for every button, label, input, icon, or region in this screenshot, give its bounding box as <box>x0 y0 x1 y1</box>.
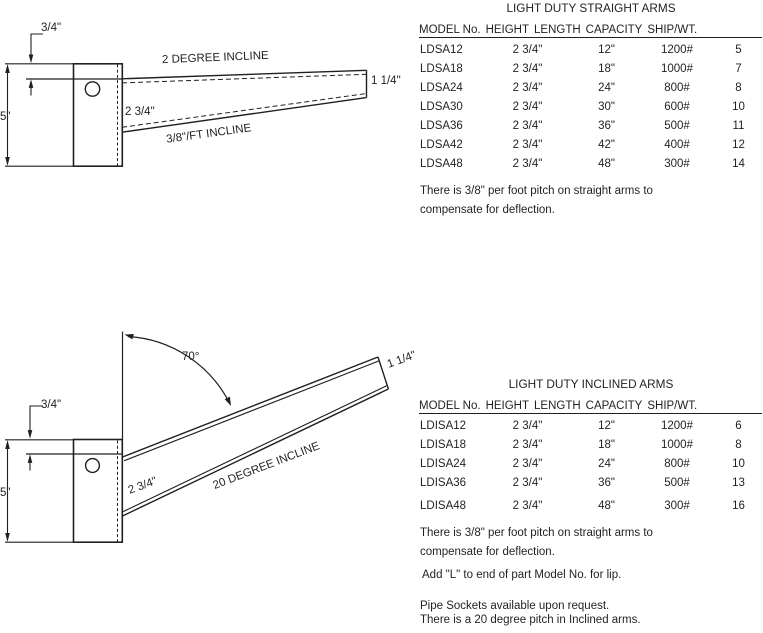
length-value: 18" <box>598 63 615 75</box>
shipwt-value: 7 <box>735 63 742 75</box>
col-header-length: LENGTH <box>534 24 581 36</box>
height-value: 2 3/4" <box>512 458 543 470</box>
table-row <box>419 60 763 79</box>
table-row <box>419 436 763 455</box>
model-no: LDISA18 <box>420 439 467 451</box>
height-value: 2 3/4" <box>512 500 543 512</box>
height-value: 2 3/4" <box>512 139 543 151</box>
shipwt-value: 10 <box>732 458 745 470</box>
straight-height-arrow-top <box>5 64 10 73</box>
length-value: 48" <box>598 158 615 170</box>
length-value: 12" <box>598 420 615 432</box>
inclined-arms-table <box>419 378 763 510</box>
col-header-shipwt: SHIP/WT. <box>647 24 698 36</box>
inclined-table-rows <box>419 417 763 516</box>
inclined-bracket-hole <box>86 459 100 473</box>
straight-base-thickness-label: 2 3/4" <box>125 106 155 118</box>
table-row <box>419 136 763 155</box>
capacity-value: 300# <box>664 500 690 512</box>
inclined-bracket <box>74 440 123 543</box>
table-row <box>419 98 763 117</box>
col-header-height: HEIGHT <box>485 24 530 36</box>
height-value: 2 3/4" <box>512 44 543 56</box>
length-value: 24" <box>598 82 615 94</box>
length-value: 36" <box>598 477 615 489</box>
height-value: 2 3/4" <box>512 82 543 94</box>
length-value: 48" <box>598 500 615 512</box>
shipwt-value: 6 <box>735 420 742 432</box>
straight-arms-table <box>419 2 763 180</box>
col-header-model: MODEL No. <box>419 400 481 412</box>
table-row <box>419 455 763 474</box>
straight-bracket-hole <box>85 82 99 96</box>
table-row <box>419 79 763 98</box>
length-value: 36" <box>598 120 615 132</box>
table-row <box>419 155 763 174</box>
length-value: 30" <box>598 101 615 113</box>
inclined-height-arrow-top <box>5 440 10 449</box>
capacity-value: 800# <box>664 82 690 94</box>
shipwt-value: 11 <box>732 120 745 132</box>
incline-angle-label: 70° <box>182 351 200 363</box>
height-value: 2 3/4" <box>512 420 543 432</box>
inclined-incline-label: 20 DEGREE INCLINE <box>211 440 322 492</box>
length-value: 18" <box>598 439 615 451</box>
model-no: LDSA18 <box>420 63 463 75</box>
inclined-arm-bottom-edge <box>123 389 389 516</box>
straight-pitch-note: There is 3/8" per foot pitch on straight arms to compensate for deflection. <box>420 185 653 216</box>
angle-arc <box>128 337 230 404</box>
inclined-table-title: LIGHT DUTY INCLINED ARMS <box>508 377 674 391</box>
length-value: 24" <box>598 458 615 470</box>
shipwt-value: 10 <box>732 101 745 113</box>
angle-arc-arrow-start <box>125 334 134 339</box>
model-no: LDSA24 <box>420 82 463 94</box>
table-row <box>419 474 763 493</box>
inclined-tip-thickness-label: 1 1/4" <box>385 349 418 371</box>
capacity-value: 1000# <box>661 439 693 451</box>
straight-top-incline-label: 2 DEGREE INCLINE <box>161 49 269 67</box>
col-header-length: LENGTH <box>534 400 581 412</box>
inclined-arm-top-edge <box>123 357 379 457</box>
capacity-value: 300# <box>664 158 690 170</box>
capacity-value: 800# <box>664 458 690 470</box>
col-header-model: MODEL No. <box>419 24 481 36</box>
inclined-height-arrow-bottom <box>5 533 10 542</box>
height-value: 2 3/4" <box>512 439 543 451</box>
table-row <box>419 117 763 136</box>
capacity-value: 500# <box>664 477 690 489</box>
col-header-capacity: CAPACITY <box>585 24 643 36</box>
table-row <box>419 417 763 436</box>
shipwt-value: 14 <box>732 158 745 170</box>
lip-note: Add "L" to end of part Model No. for lip. <box>422 569 622 581</box>
col-header-height: HEIGHT <box>485 400 530 412</box>
capacity-value: 1000# <box>661 63 693 75</box>
capacity-value: 400# <box>664 139 690 151</box>
incline-pitch-note: There is a 20 degree pitch in Inclined arms. <box>420 613 641 626</box>
model-no: LDSA48 <box>420 158 463 170</box>
height-value: 2 3/4" <box>512 63 543 75</box>
length-value: 12" <box>598 44 615 56</box>
shipwt-value: 5 <box>735 44 742 56</box>
inclined-offset-arrow-down <box>28 430 33 439</box>
straight-bottom-incline-label: 3/8"/FT INCLINE <box>165 122 253 146</box>
capacity-value: 500# <box>664 120 690 132</box>
inclined-offset-dim-label: 3/4" <box>41 399 62 411</box>
straight-arm-top-edge <box>122 70 367 79</box>
col-header-capacity: CAPACITY <box>585 400 643 412</box>
model-no: LDISA12 <box>420 420 467 432</box>
model-no: LDISA24 <box>420 458 467 470</box>
capacity-value: 1200# <box>661 420 693 432</box>
table-row <box>419 41 763 60</box>
height-value: 2 3/4" <box>512 101 543 113</box>
inclined-table-header <box>419 400 762 414</box>
shipwt-value: 8 <box>735 82 742 94</box>
straight-height-arrow-bottom <box>5 157 10 166</box>
model-no: LDSA12 <box>420 44 463 56</box>
shipwt-value: 16 <box>732 500 745 512</box>
capacity-value: 1200# <box>661 44 693 56</box>
height-value: 2 3/4" <box>512 477 543 489</box>
model-no: LDISA48 <box>420 500 467 512</box>
inclined-height-dim-label: 5" <box>0 487 11 499</box>
model-no: LDSA42 <box>420 139 463 151</box>
model-no: LDSA30 <box>420 101 463 113</box>
angle-arc-arrow-end <box>225 397 231 406</box>
model-no: LDSA36 <box>420 120 463 132</box>
model-no: LDISA36 <box>420 477 467 489</box>
inclined-pitch-note: There is 3/8" per foot pitch on straight arms to compensate for deflection. <box>420 527 653 558</box>
straight-arm-top-hidden-line <box>122 74 367 83</box>
table-row <box>419 497 763 516</box>
straight-offset-arrow-down <box>29 55 34 64</box>
straight-height-dim-label: 5" <box>0 111 11 123</box>
shipwt-value: 8 <box>735 439 742 451</box>
length-value: 42" <box>598 139 615 151</box>
straight-tip-thickness-label: 1 1/4" <box>371 75 401 87</box>
straight-table-header <box>419 24 762 38</box>
capacity-value: 600# <box>664 101 690 113</box>
col-header-shipwt: SHIP/WT. <box>647 400 698 412</box>
straight-offset-dim-label: 3/4" <box>41 22 62 34</box>
pipe-sockets-note: Pipe Sockets available upon request. <box>420 600 610 612</box>
height-value: 2 3/4" <box>512 120 543 132</box>
inclined-arm-top-inner-line <box>124 361 379 461</box>
shipwt-value: 12 <box>732 139 745 151</box>
shipwt-value: 13 <box>732 477 745 489</box>
inclined-base-thickness-label: 2 3/4" <box>126 475 159 497</box>
straight-table-rows <box>419 41 763 174</box>
straight-table-title: LIGHT DUTY STRAIGHT ARMS <box>506 1 676 15</box>
height-value: 2 3/4" <box>512 158 543 170</box>
